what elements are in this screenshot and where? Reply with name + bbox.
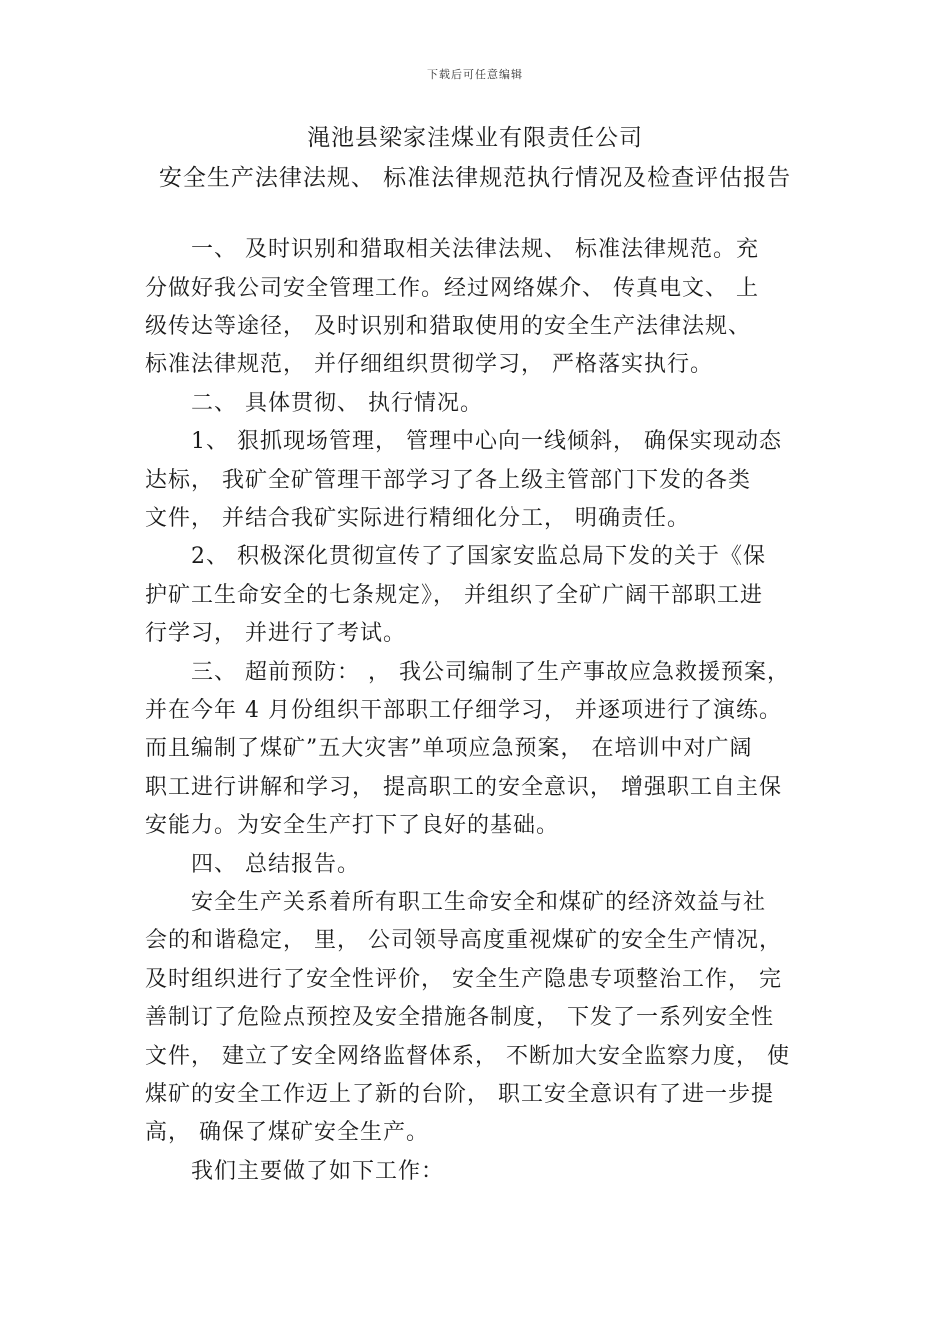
body-line: 2、 积极深化贯彻宣传了了国家安监总局下发的关于《保 bbox=[145, 544, 766, 569]
document-title-report: 安全生产法律法规、 标准法律规范执行情况及检查评估报告 bbox=[158, 165, 792, 191]
body-line: 文件， 建立了安全网络监督体系， 不断加大安全监察力度， 使 bbox=[145, 1044, 790, 1069]
body-line: 级传达等途径， 及时识别和猎取使用的安全生产法律法规、 bbox=[145, 314, 751, 339]
body-line: 安全生产关系着所有职工生命安全和煤矿的经济效益与社 bbox=[145, 890, 767, 915]
body-line: 及时组织进行了安全性评价， 安全生产隐患专项整治工作， 完 bbox=[145, 967, 782, 992]
body-line: 分做好我公司安全管理工作。经过网络媒介、 传真电文、 上 bbox=[145, 276, 759, 301]
body-line: 三、 超前预防： ， 我公司编制了生产事故应急救援预案， bbox=[145, 660, 790, 685]
body-line: 行学习， 并进行了考试。 bbox=[145, 621, 406, 646]
body-line: 并在今年 4 月份组织干部职工仔细学习， 并逐项进行了演练。 bbox=[145, 698, 782, 723]
body-line: 会的和谐稳定， 里， 公司领导高度重视煤矿的安全生产情况， bbox=[145, 928, 782, 953]
body-line: 我们主要做了如下工作： bbox=[145, 1159, 445, 1184]
document-title-company: 渑池县梁家洼煤业有限责任公司 bbox=[307, 125, 643, 151]
body-line: 二、 具体贯彻、 执行情况。 bbox=[145, 391, 483, 416]
body-line: 一、 及时识别和猎取相关法律法规、 标准法律规范。充 bbox=[145, 237, 759, 262]
header-note: 下载后可任意编辑 bbox=[427, 68, 523, 81]
body-line: 善制订了危险点预控及安全措施各制度， 下发了一系列安全性 bbox=[145, 1005, 774, 1030]
body-line: 文件， 并结合我矿实际进行精细化分工， 明确责任。 bbox=[145, 506, 690, 531]
body-line: 而且编制了煤矿”五大灾害”单项应急预案， 在培训中对广阔 bbox=[145, 736, 753, 761]
body-line: 四、 总结报告。 bbox=[145, 852, 360, 877]
body-line: 职工进行讲解和学习， 提高职工的安全意识， 增强职工自主保 bbox=[145, 775, 782, 800]
body-line: 安能力。为安全生产打下了良好的基础。 bbox=[145, 813, 560, 838]
body-line: 高， 确保了煤矿安全生产。 bbox=[145, 1120, 429, 1145]
body-line: 1、 狠抓现场管理， 管理中心向一线倾斜， 确保实现动态 bbox=[145, 429, 782, 454]
body-line: 煤矿的安全工作迈上了新的台阶， 职工安全意识有了进一步提 bbox=[145, 1082, 774, 1107]
body-line: 护矿工生命安全的七条规定》， 并组织了全矿广阔干部职工进 bbox=[145, 583, 763, 608]
body-line: 标准法律规范， 并仔细组织贯彻学习， 严格落实执行。 bbox=[145, 352, 713, 377]
body-line: 达标， 我矿全矿管理干部学习了各上级主管部门下发的各类 bbox=[145, 468, 751, 493]
